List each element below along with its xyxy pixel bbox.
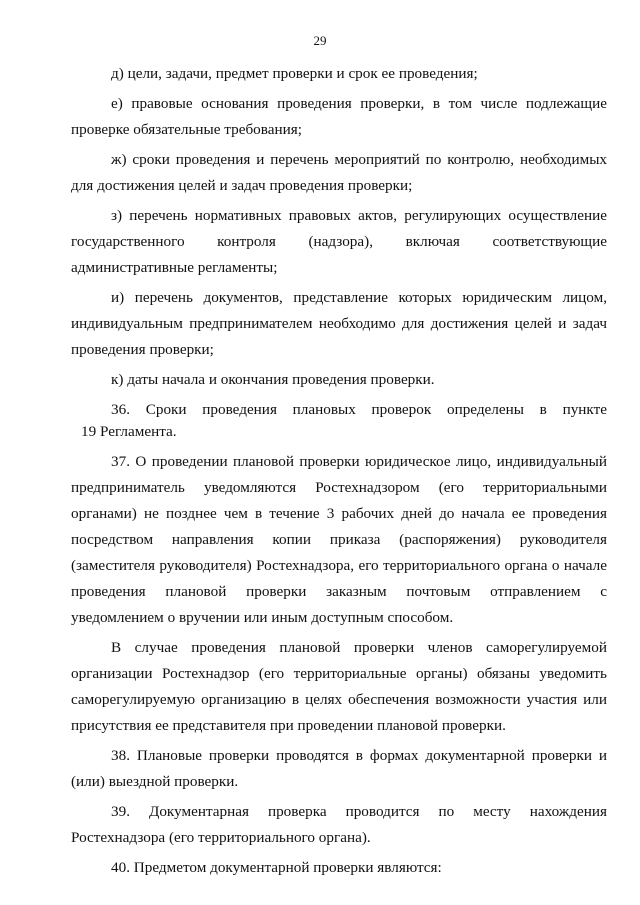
document-body — [71, 61, 607, 881]
paragraph-item-zh: ж) сроки проведения и перечень мероприятий по контролю, необходимых для достижения целей и задач проведения проверки; — [71, 151, 607, 194]
paragraph-item-z: з) перечень нормативных правовых актов, регулирующих осуществление государственного контроля (надзора), включая соответствующие административные регламенты; — [71, 207, 607, 276]
paragraph-36-continuation: 19 Регламента. — [81, 423, 177, 440]
paragraph-36: 36. Сроки проведения плановых проверок определены в пункте — [111, 401, 607, 418]
paragraph-37-self-regulatory: В случае проведения плановой проверки членов саморегулируемой организации Ростехнадзор (его территориальные органы) обязаны уведомить саморегулируемую организацию в целях обеспечения возможности участия или присутствия ее представителя при проведении плановой проверки. — [71, 639, 607, 734]
paragraph-item-k: к) даты начала и окончания проведения проверки. — [111, 371, 435, 388]
paragraph-40: 40. Предметом документарной проверки являются: — [111, 859, 442, 876]
paragraph-item-i: и) перечень документов, представление которых юридическим лицом, индивидуальным предпринимателем необходимо для достижения целей и задач проведения проверки; — [71, 289, 607, 358]
paragraph-39: 39. Документарная проверка проводится по месту нахождения Ростехнадзора (его территориального органа). — [71, 803, 607, 846]
paragraph-item-e: е) правовые основания проведения проверки, в том числе подлежащие проверке обязательные требования; — [71, 95, 607, 138]
paragraph-38: 38. Плановые проверки проводятся в формах документарной проверки и (или) выездной проверки. — [71, 747, 607, 790]
paragraph-37: 37. О проведении плановой проверки юридическое лицо, индивидуальный предприниматель уведомляются Ростехнадзором (его территориальными органами) не позднее чем в течение 3 рабочих дней до начала ее проведения посредством направления копии приказа (распоряжения) руководителя (заместителя руководителя) Ростехнадзора, его территориального органа о начале проведения плановой проверки заказным почтовым отправлением с уведомлением о вручении или иным доступным способом. — [71, 453, 607, 626]
page-number: 29 — [313, 33, 327, 48]
paragraph-item-d: д) цели, задачи, предмет проверки и срок ее проведения; — [111, 65, 478, 82]
